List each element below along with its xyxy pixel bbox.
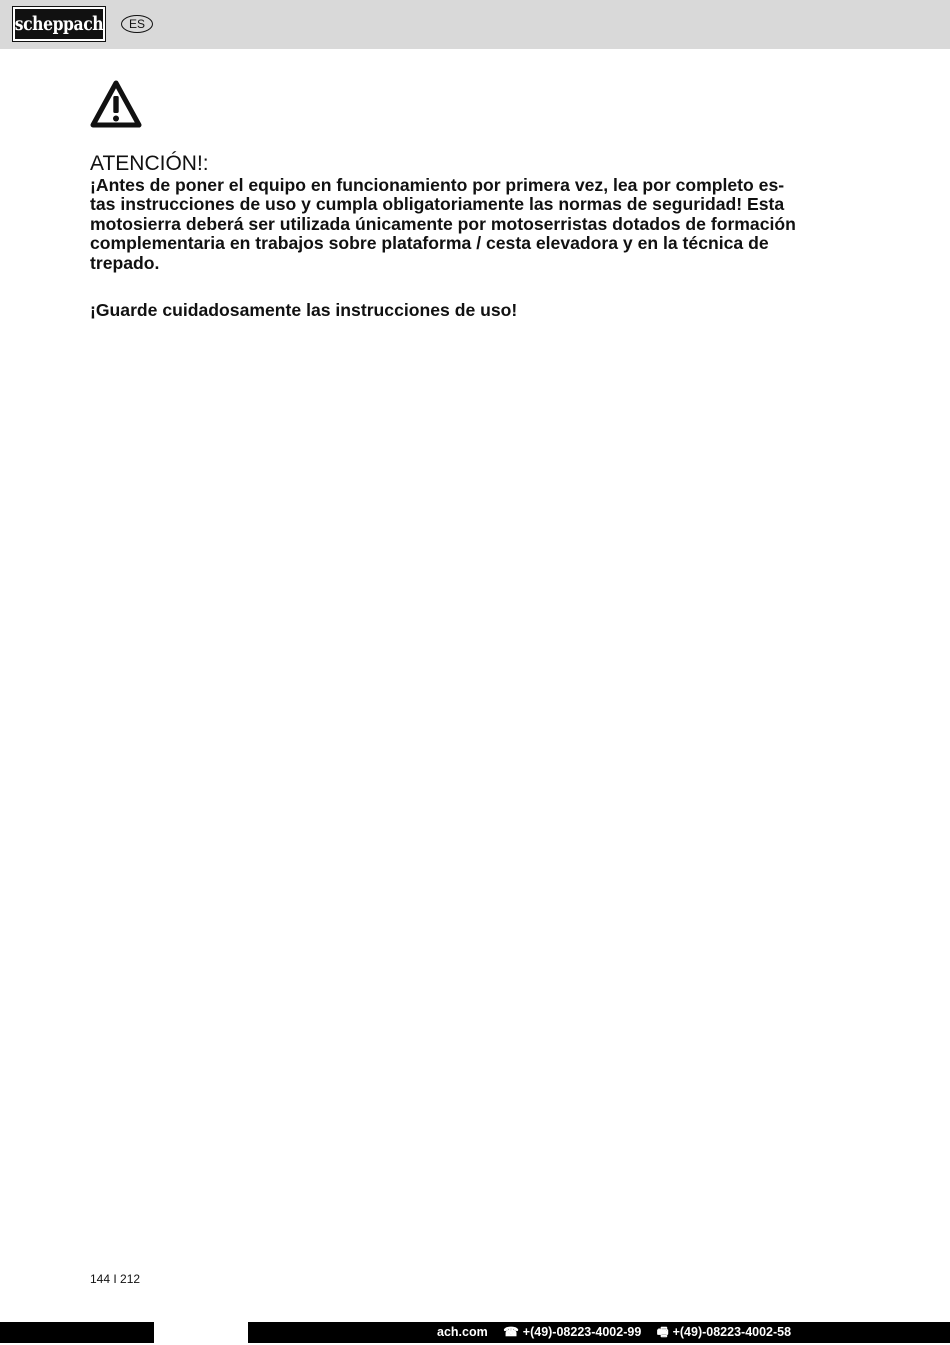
phone-number: +(49)-08223-4002-99 <box>522 1325 642 1339</box>
website-link[interactable]: ach.com <box>437 1325 488 1339</box>
footer-contact <box>437 1324 791 1341</box>
paragraph-line: motosierra deberá ser utilizada únicamente por motoserristas dotados de formación <box>90 213 796 234</box>
footer-gap <box>154 1322 248 1345</box>
keep-instructions-note: ¡Guarde cuidadosamente las instrucciones de uso! <box>90 300 518 320</box>
logo-text: scheppach <box>14 13 104 35</box>
footer-bar <box>0 1322 950 1343</box>
page-title: ATENCIÓN!: <box>90 152 209 175</box>
paragraph-line: ¡Antes de poner el equipo en funcionamiento por primera vez, lea por completo es- <box>90 175 785 195</box>
language-badge: ES <box>121 15 153 33</box>
fax-icon: 🖷 <box>656 1325 669 1339</box>
paragraph-line: complementaria en trabajos sobre plataforma / cesta elevadora y en la técnica de <box>90 233 769 254</box>
phone-icon: ☎ <box>503 1325 519 1339</box>
paragraph-line: tas instrucciones de uso y cumpla obligatoriamente las normas de seguridad! Esta <box>90 194 785 215</box>
page-number: 144 I 212 <box>90 1272 141 1286</box>
header-bar <box>0 0 950 49</box>
warning-triangle-icon <box>90 80 142 128</box>
scheppach-logo <box>13 7 105 41</box>
paragraph-line: trepado. <box>90 252 160 273</box>
fax-number: +(49)-08223-4002-58 <box>672 1325 792 1339</box>
warning-paragraph <box>90 176 865 273</box>
